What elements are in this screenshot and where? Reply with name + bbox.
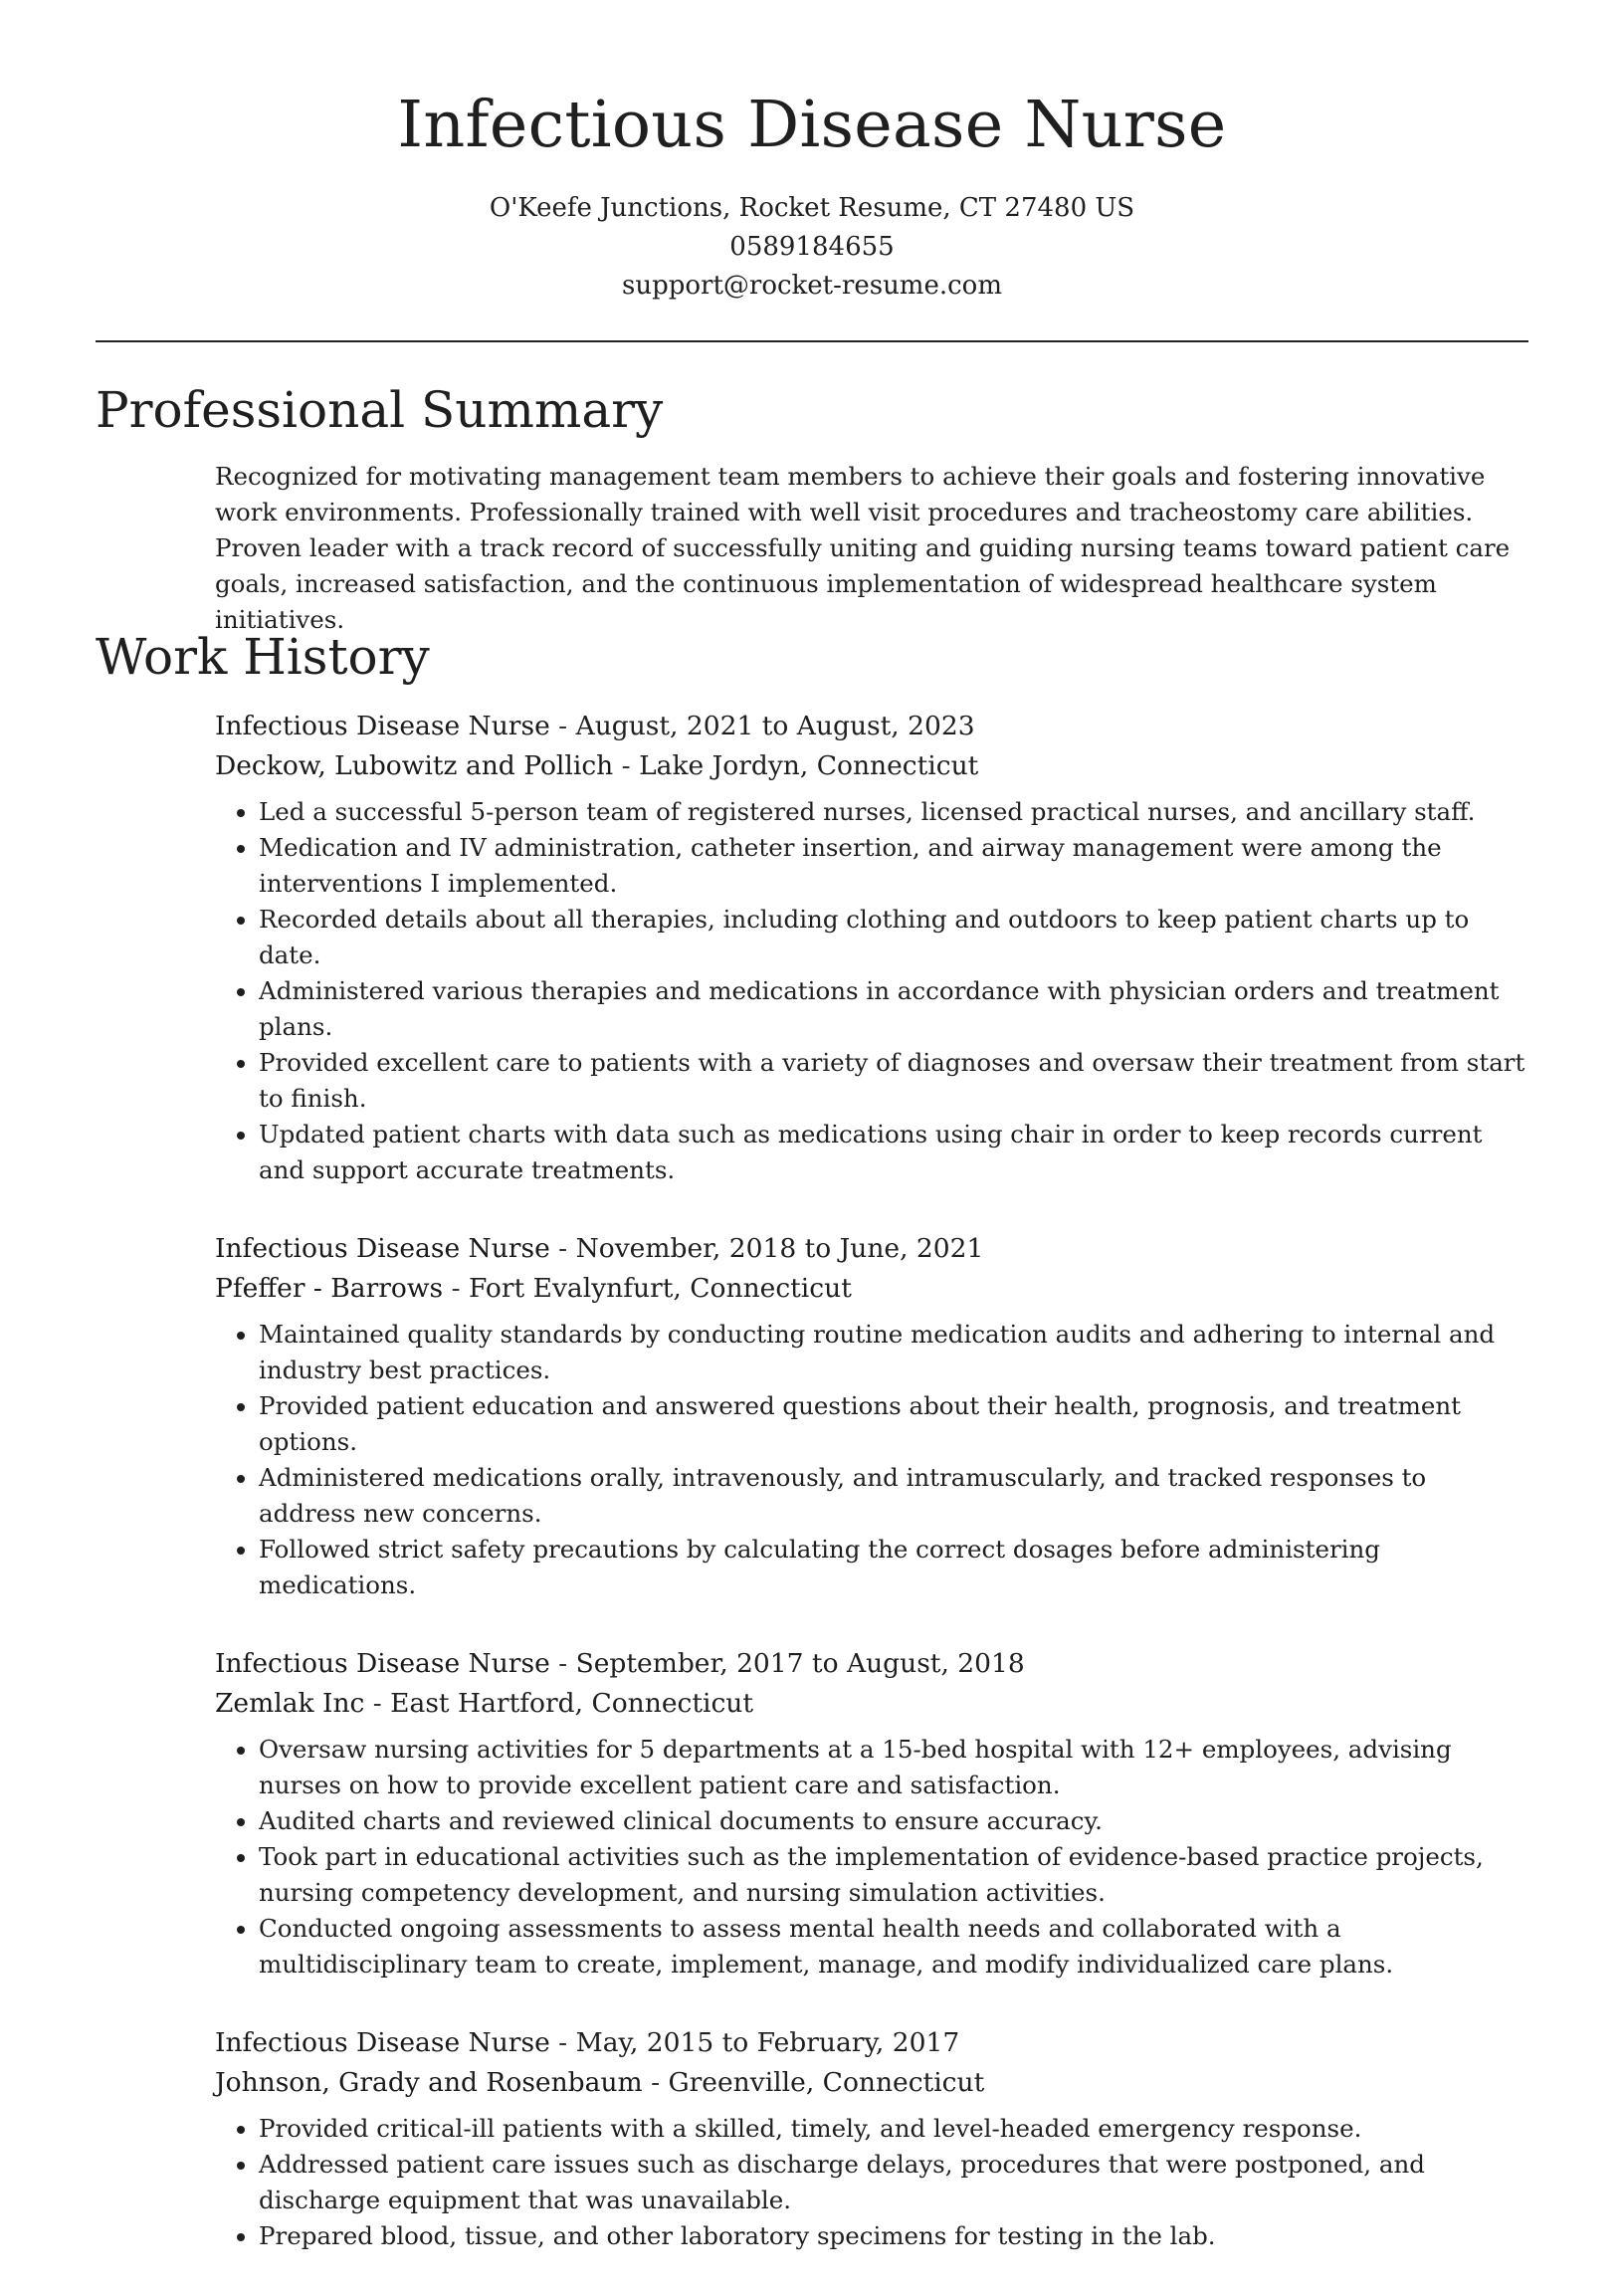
duty-item: • Took part in educational activities such as the implementation of evidence-based practice projects, nursing competency development, and nursing simulation activities.: [259, 1839, 1528, 1911]
contact-email: support@rocket-resume.com: [621, 271, 1002, 301]
job-title-line: [215, 707, 1528, 746]
contact-address: O'Keefe Junctions, Rocket Resume, CT 27480 US: [489, 193, 1135, 223]
job-separator: -: [549, 1233, 576, 1264]
duty-item: • Medication and IV administration, catheter insertion, and airway management were among the interventions I implemented.: [259, 830, 1528, 902]
job-company: Pfeffer - Barrows: [215, 1273, 444, 1304]
job-duties: [215, 2111, 1528, 2254]
job-location: Fort Evalynfurt, Connecticut: [468, 1273, 852, 1304]
job-company: Deckow, Lubowitz and Pollich: [215, 750, 614, 781]
job-entry: [215, 1229, 1528, 1603]
contact-phone: 0589184655: [729, 232, 895, 262]
job-title: Infectious Disease Nurse: [215, 2027, 550, 2058]
job-dates: September, 2017 to August, 2018: [575, 1648, 1025, 1679]
job-company-line: [215, 746, 1528, 786]
job-dates: November, 2018 to June, 2021: [575, 1233, 984, 1264]
job-title-line: [215, 1644, 1528, 1684]
job-separator: -: [549, 1648, 576, 1679]
duty-item: • Oversaw nursing activities for 5 departments at a 15-bed hospital with 12+ employees, advising nurses on how to provide excellent patient care and satisfaction.: [259, 1732, 1528, 1803]
duty-item: • Updated patient charts with data such as medications using chair in order to keep records current and support accurate treatments.: [259, 1117, 1528, 1188]
summary-text: Recognized for motivating management team members to achieve their goals and fostering innovative work environments. Professionally trained with well visit procedures and tracheostomy care abilities. Proven leader with a track record of successfully uniting and guiding nursing teams toward patient care goals, increased satisfaction, and the continuous implementation of widespread healthcare system initiatives.: [215, 462, 1511, 634]
job-company: Johnson, Grady and Rosenbaum: [215, 2067, 643, 2098]
duty-item: • Provided critical-ill patients with a skilled, timely, and level-headed emergency response.: [259, 2111, 1528, 2147]
header-divider: [96, 340, 1528, 342]
job-title-line: [215, 2023, 1528, 2063]
job-separator: -: [642, 2067, 669, 2098]
job-company-line: [215, 2063, 1528, 2103]
job-company: Zemlak Inc: [215, 1688, 365, 1719]
duty-item: • Audited charts and reviewed clinical documents to ensure accuracy.: [259, 1803, 1528, 1839]
duty-item: • Administered various therapies and medications in accordance with physician orders and treatment plans.: [259, 973, 1528, 1045]
duty-item: • Led a successful 5-person team of registered nurses, licensed practical nurses, and ancillary staff.: [259, 794, 1528, 830]
job-separator: -: [549, 711, 576, 741]
duty-item: • Prepared blood, tissue, and other laboratory specimens for testing in the lab.: [259, 2218, 1528, 2254]
job-company-line: [215, 1269, 1528, 1309]
job-title: Infectious Disease Nurse: [215, 1233, 550, 1264]
job-location: Greenville, Connecticut: [668, 2067, 985, 2098]
job-location: Lake Jordyn, Connecticut: [639, 750, 979, 781]
job-separator: -: [364, 1688, 391, 1719]
duty-item: • Addressed patient care issues such as discharge delays, procedures that were postponed, and discharge equipment that was unavailable.: [259, 2147, 1528, 2218]
duty-item: • Provided excellent care to patients with a variety of diagnoses and oversaw their treatment from start to finish.: [259, 1045, 1528, 1117]
job-dates: May, 2015 to February, 2017: [575, 2027, 960, 2058]
job-separator: -: [613, 750, 640, 781]
summary-section-title: Professional Summary: [96, 381, 664, 439]
work-history-list: [215, 707, 1528, 2295]
job-location: East Hartford, Connecticut: [390, 1688, 754, 1719]
job-entry: [215, 1644, 1528, 1982]
resume-header: [0, 0, 1624, 306]
job-company-line: [215, 1684, 1528, 1724]
job-separator: -: [443, 1273, 469, 1304]
contact-info: [0, 189, 1624, 306]
duty-item: • Conducted ongoing assessments to assess mental health needs and collaborated with a multidisciplinary team to create, implement, manage, and modify individualized care plans.: [259, 1911, 1528, 1982]
work-history-section-title: Work History: [96, 628, 430, 686]
job-duties: [215, 794, 1528, 1188]
job-title-line: [215, 1229, 1528, 1269]
job-duties: [215, 1317, 1528, 1603]
job-entry: [215, 707, 1528, 1188]
job-duties: [215, 1732, 1528, 1982]
duty-item: • Recorded details about all therapies, including clothing and outdoors to keep patient charts up to date.: [259, 902, 1528, 973]
candidate-name: Infectious Disease Nurse: [397, 88, 1227, 162]
duty-item: • Provided patient education and answered questions about their health, prognosis, and treatment options.: [259, 1388, 1528, 1460]
job-title: Infectious Disease Nurse: [215, 711, 550, 741]
job-separator: -: [549, 2027, 576, 2058]
duty-item: • Administered medications orally, intravenously, and intramuscularly, and tracked responses to address new concerns.: [259, 1460, 1528, 1532]
duty-item: • Maintained quality standards by conducting routine medication audits and adhering to internal and industry best practices.: [259, 1317, 1528, 1388]
job-title: Infectious Disease Nurse: [215, 1648, 550, 1679]
job-dates: August, 2021 to August, 2023: [575, 711, 975, 741]
job-entry: [215, 2023, 1528, 2254]
duty-item: • Followed strict safety precautions by calculating the correct dosages before administering medications.: [259, 1532, 1528, 1603]
